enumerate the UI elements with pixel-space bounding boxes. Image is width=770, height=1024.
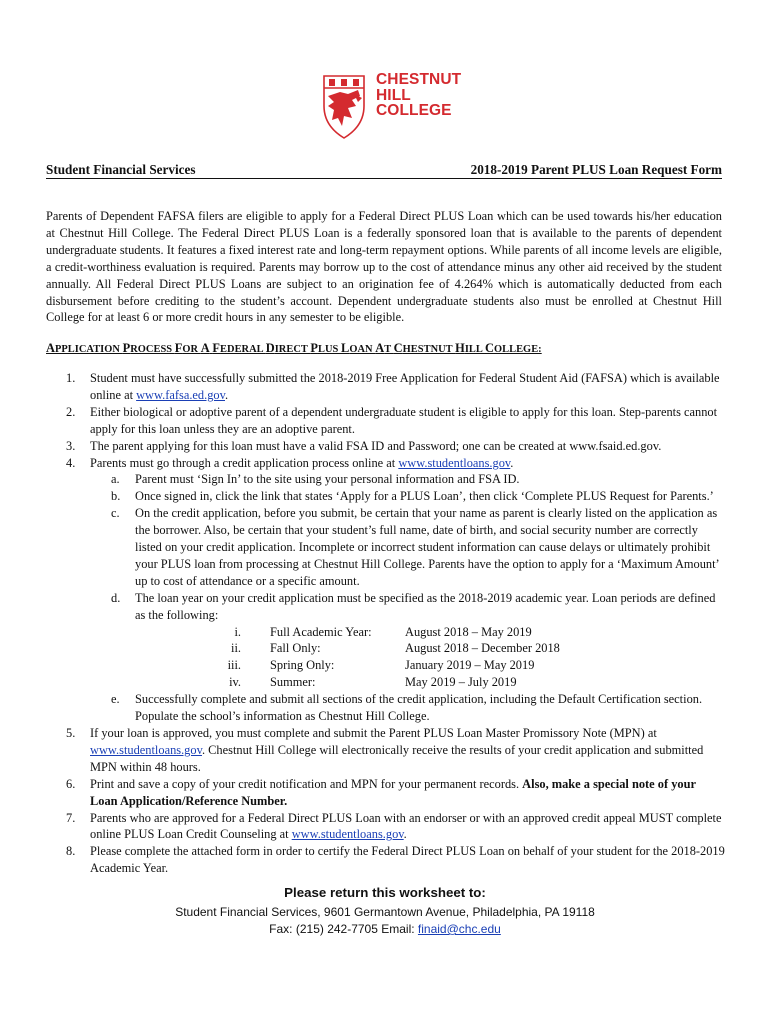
contact-line <box>0 921 770 938</box>
email-link[interactable]: finaid@chc.edu <box>417 922 501 936</box>
period-dates: August 2018 – December 2018 <box>405 641 560 656</box>
period-numeral: i. <box>234 624 241 639</box>
substep-a <box>90 471 726 488</box>
substep-e <box>90 691 726 725</box>
studentloans-link[interactable]: www.studentloans.gov <box>398 455 511 470</box>
step-text: Either biological or adoptive parent of a dependent undergraduate student is eligible to apply for this loan. Step-parents cannot apply for this loan unless they are an adoptive parent. <box>90 404 718 436</box>
period-label: Summer: <box>270 675 316 690</box>
substep-letter: c. <box>111 506 120 521</box>
loan-period-row <box>135 657 726 674</box>
step-text: Student must have successfully submitted the 2018-2019 Free Application for Federal Student Aid (FAFSA) which is available online at <box>90 371 720 402</box>
step-3 <box>46 438 726 455</box>
application-steps <box>46 370 726 877</box>
substep-text: The loan year on your credit application must be specified as the 2018-2019 academic year. Loan periods are defined as the following: <box>135 590 716 622</box>
step-number: 1. <box>66 371 76 385</box>
substep-text: Successfully complete and submit all sections of the credit application, including the Default Certification section. Populate the school’s information as Chestnut Hill College. <box>135 692 703 724</box>
period-numeral: iv. <box>229 675 241 690</box>
substep-letter: a. <box>111 472 120 487</box>
step-number: 7. <box>66 810 76 825</box>
step-text: The parent applying for this loan must have a valid FSA ID and Password; one can be created at www.fsaid.ed.gov. <box>90 438 662 453</box>
studentloans-link[interactable]: www.studentloans.gov <box>291 827 404 842</box>
return-title: Please return this worksheet to: <box>284 885 486 900</box>
substep-letter: d. <box>111 590 121 605</box>
step-8 <box>46 843 726 877</box>
section-heading: APPLICATION PROCESS FOR A FEDERAL DIRECT PLUS LOAN AT CHESTNUT HILL COLLEGE: <box>46 341 542 355</box>
logo-line-2: HILL <box>376 86 411 104</box>
substep-b <box>90 488 726 505</box>
period-label: Spring Only: <box>270 658 335 673</box>
step-text: Please complete the attached form in order to certify the Federal Direct PLUS Loan on behalf of your student for the 2018-2019 Academic Year. <box>90 844 725 876</box>
step-number: 5. <box>66 725 76 740</box>
period-numeral: iii. <box>227 658 241 673</box>
step-text: Print and save a copy of your credit notification and MPN for your permanent records. <box>90 776 523 791</box>
step-text: If your loan is approved, you must complete and submit the Parent PLUS Loan Master Promissory Note (MPN) at <box>90 725 657 740</box>
form-header <box>46 161 722 179</box>
step-number: 2. <box>66 404 76 419</box>
step-text: Parents must go through a credit application process online at <box>90 455 399 470</box>
intro-paragraph: Parents of Dependent FAFSA filers are eligible to apply for a Federal Direct PLUS Loan which can be used towards his/her education at Chestnut Hill College. The Federal Direct PLUS Loan is a federally sponsored loan that is available to the parents of dependent undergraduate students. It features a fixed interest rate and long-term repayment options. While parents of all income levels are eligible, a credit-worthiness evaluation is required. Parents may borrow up to the cost of attendance minus any other aid received by the student annually. All Federal Direct PLUS Loans are subject to an origination fee of 4.264% which is automatically deducted from each disbursement before crediting to the student’s account. Dependent undergraduate students also must be enrolled at Chestnut Hill College for at least 6 or more credit hours in any semester to be eligible. <box>46 209 722 325</box>
griffin-crest-icon <box>318 72 370 140</box>
step-number: 4. <box>66 455 76 470</box>
step-text-end: . <box>225 387 229 402</box>
step-text: Parents who are approved for a Federal Direct PLUS Loan with an endorser or with an approved credit appeal MUST complete online PLUS Loan Credit Counseling at <box>90 810 722 842</box>
step-text-end: . <box>403 827 407 842</box>
period-dates: May 2019 – July 2019 <box>405 675 517 690</box>
substep-text: Parent must ‘Sign In’ to the site using your personal information and FSA ID. <box>135 472 520 487</box>
substep-letter: b. <box>111 489 121 504</box>
loan-period-row <box>135 624 726 641</box>
step-number: 3. <box>66 438 76 453</box>
period-dates: August 2018 – May 2019 <box>405 624 532 639</box>
fafsa-link[interactable]: www.fafsa.ed.gov <box>136 387 225 402</box>
step-4 <box>46 455 726 725</box>
step-5 <box>46 725 726 776</box>
department-title: Student Financial Services <box>46 162 196 177</box>
form-title: 2018-2019 Parent PLUS Loan Request Form <box>470 162 722 177</box>
period-label: Fall Only: <box>270 641 321 656</box>
return-address: Student Financial Services, 9601 Germantown Avenue, Philadelphia, PA 19118 <box>175 905 595 919</box>
step-text-end: . <box>510 455 514 470</box>
loan-period-row <box>135 640 726 657</box>
step-bold-note: Also, make a special note of your Loan Application/Reference Number. <box>90 776 696 808</box>
fax-text: Fax: (215) 242-7705 Email: <box>269 922 418 936</box>
loan-period-row <box>135 674 726 691</box>
step-1 <box>46 370 726 404</box>
logo-line-3: COLLEGE <box>376 102 452 119</box>
step-2 <box>46 404 726 438</box>
step-number: 6. <box>66 776 76 791</box>
substep-c <box>90 505 726 590</box>
logo-line-1: CHESTNUT <box>376 71 462 88</box>
logo-wordmark <box>376 72 461 119</box>
step-number: 8. <box>66 844 76 859</box>
substep-letter: e. <box>111 692 120 707</box>
studentloans-link[interactable]: www.studentloans.gov <box>90 742 202 757</box>
step-6 <box>46 776 726 810</box>
step-7 <box>46 810 726 844</box>
period-dates: January 2019 – May 2019 <box>405 658 535 673</box>
step-text-end: . Chestnut Hill College will electronically receive the results of your credit application and submitted MPN within 48 hours. <box>90 742 704 774</box>
substep-d <box>90 590 726 691</box>
return-instructions <box>0 884 770 938</box>
period-numeral: ii. <box>231 641 241 656</box>
period-label: Full Academic Year: <box>270 624 372 639</box>
substep-text: Once signed in, click the link that states ‘Apply for a PLUS Loan’, then click ‘Complete PLUS Request for Parents.’ <box>135 489 714 504</box>
college-logo <box>318 71 462 140</box>
substep-text: On the credit application, before you submit, be certain that your name as parent is clearly listed on the application as the borrower. Also, be certain that your student’s full name, date of birth, and social security number are correctly listed on your credit application. Incomplete or incorrect student information can cause delays or ultimately prohibit your PLUS loan from processing at Chestnut Hill College. Parents have the option to apply for a ‘Maximum Amount’ up to cost of attendance or a specific amount. <box>135 506 719 588</box>
